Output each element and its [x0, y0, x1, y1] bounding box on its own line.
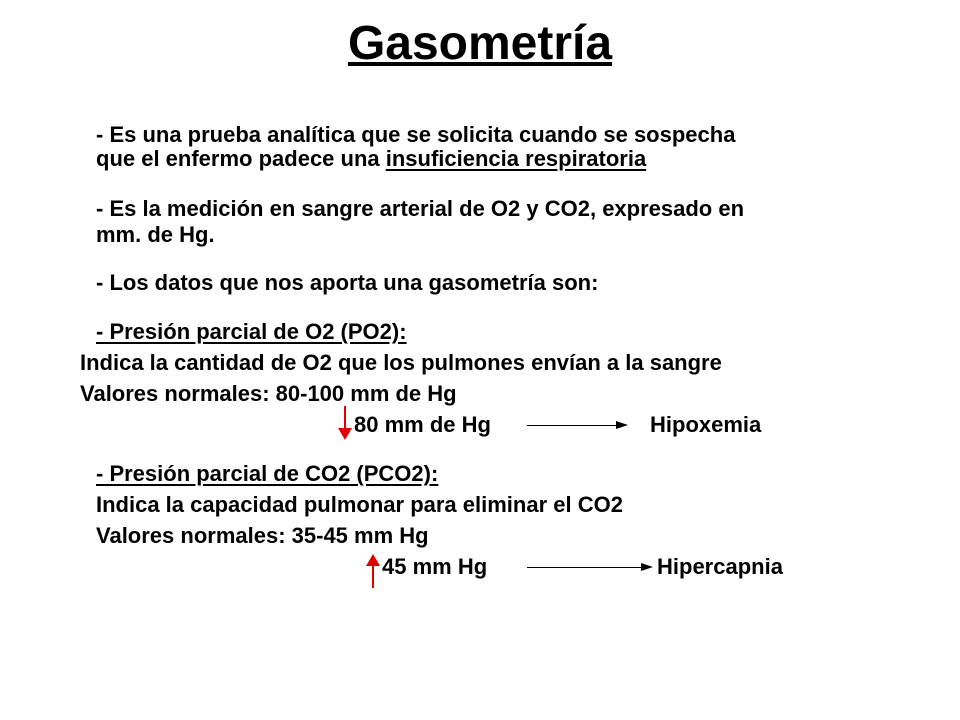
pco2-normal-values: Valores normales: 35-45 mm Hg — [96, 523, 429, 548]
po2-description: Indica la cantidad de O2 que los pulmones envían a la sangre — [80, 350, 722, 375]
decrease-arrow-icon — [338, 406, 352, 440]
intro-paragraph-1-line-2 — [96, 148, 646, 170]
intro-paragraph-1-line-1: - Es una prueba analítica que se solicita cuando se sospecha — [96, 122, 736, 147]
right-arrow-icon — [527, 421, 628, 430]
insuficiencia-respiratoria-term: insuficiencia respiratoria — [385, 146, 647, 171]
page-title: Gasometría — [347, 17, 613, 70]
intro-paragraph-2-line-2: mm. de Hg. — [96, 222, 215, 247]
po2-condition: Hipoxemia — [650, 412, 762, 437]
intro-text: que el enfermo padece una — [96, 146, 386, 171]
pco2-description: Indica la capacidad pulmonar para eliminar el CO2 — [96, 492, 623, 517]
intro-paragraph-2-line-1: - Es la medición en sangre arterial de O2 y CO2, expresado en — [96, 196, 745, 221]
pco2-heading: - Presión parcial de CO2 (PCO2): — [96, 461, 439, 486]
pco2-threshold: 45 mm Hg — [382, 554, 488, 579]
pco2-condition: Hipercapnia — [657, 554, 783, 579]
po2-heading: - Presión parcial de O2 (PO2): — [96, 319, 407, 344]
increase-arrow-icon — [366, 554, 380, 588]
po2-threshold: 80 mm de Hg — [354, 412, 491, 437]
intro-paragraph-3: - Los datos que nos aporta una gasometría son: — [96, 270, 599, 295]
po2-normal-values: Valores normales: 80-100 mm de Hg — [80, 381, 457, 406]
right-arrow-icon — [527, 563, 653, 572]
